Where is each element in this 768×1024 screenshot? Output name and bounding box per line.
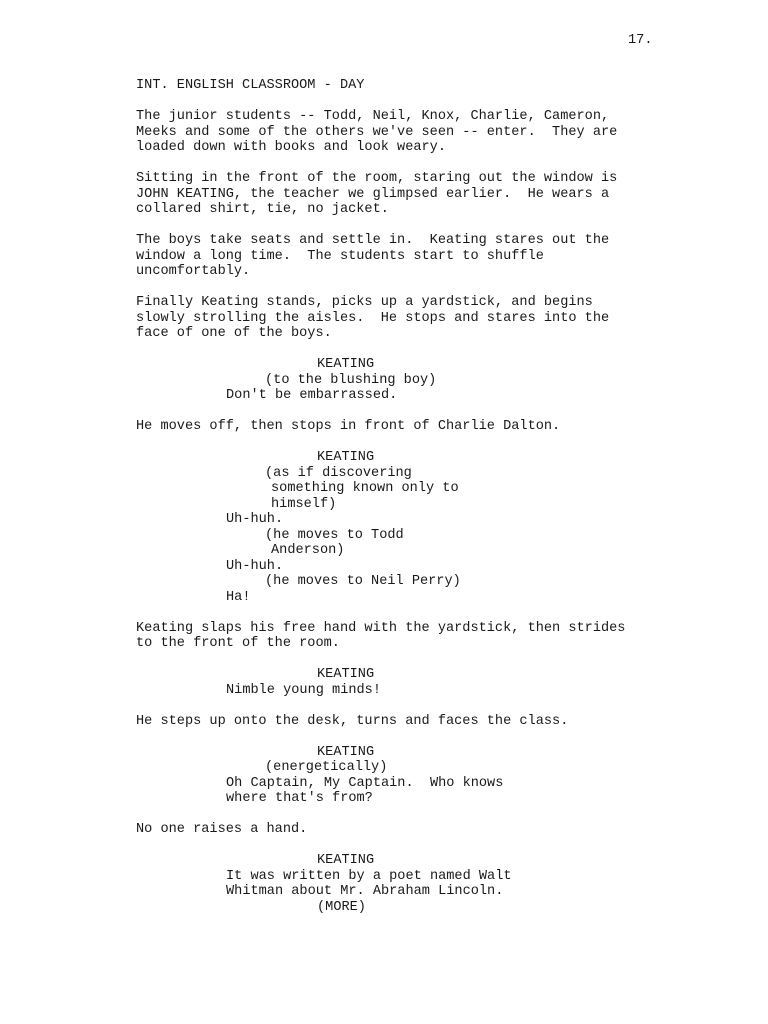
dialogue-line: Uh-huh.: [226, 558, 284, 574]
dialogue-line: Whitman about Mr. Abraham Lincoln.: [226, 884, 504, 899]
action-line: loaded down with books and look weary.: [136, 140, 446, 155]
action-line: Sitting in the front of the room, staring out the window is: [136, 171, 618, 186]
action-paragraph: [136, 233, 736, 280]
action-line: collared shirt, tie, no jacket.: [136, 202, 389, 217]
action-paragraph: [136, 171, 736, 218]
action-paragraph: [136, 621, 736, 652]
character-name: KEATING: [317, 357, 375, 372]
parenthetical: (to the blushing boy): [265, 372, 437, 388]
character-name: KEATING: [317, 853, 375, 868]
parenthetical: Anderson): [271, 543, 345, 558]
parenthetical: (he moves to Todd: [265, 527, 404, 543]
parenthetical: himself): [271, 496, 337, 512]
page-number: 17.: [628, 33, 653, 48]
action-line: No one raises a hand.: [136, 822, 308, 837]
dialogue-block: [136, 853, 736, 915]
character-name: KEATING: [317, 450, 375, 465]
dialogue-line: Ha!: [226, 589, 251, 605]
action-line: Keating slaps his free hand with the yardstick, then strides: [136, 620, 626, 636]
action-line: JOHN KEATING, the teacher we glimpsed earlier. He wears a: [136, 186, 610, 202]
parenthetical: (energetically): [265, 760, 388, 775]
character-name: KEATING: [317, 744, 375, 760]
dialogue-line: Uh-huh.: [226, 512, 284, 527]
parenthetical: (as if discovering: [265, 465, 412, 481]
dialogue-line: Oh Captain, My Captain. Who knows: [226, 775, 504, 791]
scene-heading: INT. ENGLISH CLASSROOM - DAY: [136, 78, 365, 93]
more-marker: (MORE): [317, 899, 366, 915]
dialogue-line: Nimble young minds!: [226, 682, 381, 698]
action-line: to the front of the room.: [136, 636, 340, 651]
parenthetical: (he moves to Neil Perry): [265, 574, 461, 589]
dialogue-line: where that's from?: [226, 791, 373, 806]
dialogue-block: [136, 745, 736, 807]
action-line: He steps up onto the desk, turns and faces the class.: [136, 713, 569, 729]
action-line: window a long time. The students start to shuffle: [136, 248, 544, 264]
action-line: face of one of the boys.: [136, 326, 332, 341]
action-line: uncomfortably.: [136, 264, 251, 279]
screenplay-content: [136, 78, 736, 915]
action-paragraph: [136, 295, 736, 342]
parenthetical: something known only to: [271, 481, 459, 496]
character-name: KEATING: [317, 667, 375, 682]
dialogue-block: [136, 357, 736, 404]
action-line: slowly strolling the aisles. He stops and stares into the: [136, 310, 610, 326]
dialogue-line: It was written by a poet named Walt: [226, 868, 512, 884]
action-line: The junior students -- Todd, Neil, Knox, Charlie, Cameron,: [136, 109, 610, 124]
dialogue-block: [136, 450, 736, 605]
dialogue-line: Don't be embarrassed.: [226, 388, 398, 403]
dialogue-block: [136, 667, 736, 698]
action-paragraph: [136, 109, 736, 156]
action-line: Meeks and some of the others we've seen -- enter. They are: [136, 124, 618, 140]
action-line: The boys take seats and settle in. Keating stares out the: [136, 233, 610, 248]
action-line: Finally Keating stands, picks up a yardstick, and begins: [136, 295, 593, 310]
action-line: He moves off, then stops in front of Charlie Dalton.: [136, 419, 561, 434]
